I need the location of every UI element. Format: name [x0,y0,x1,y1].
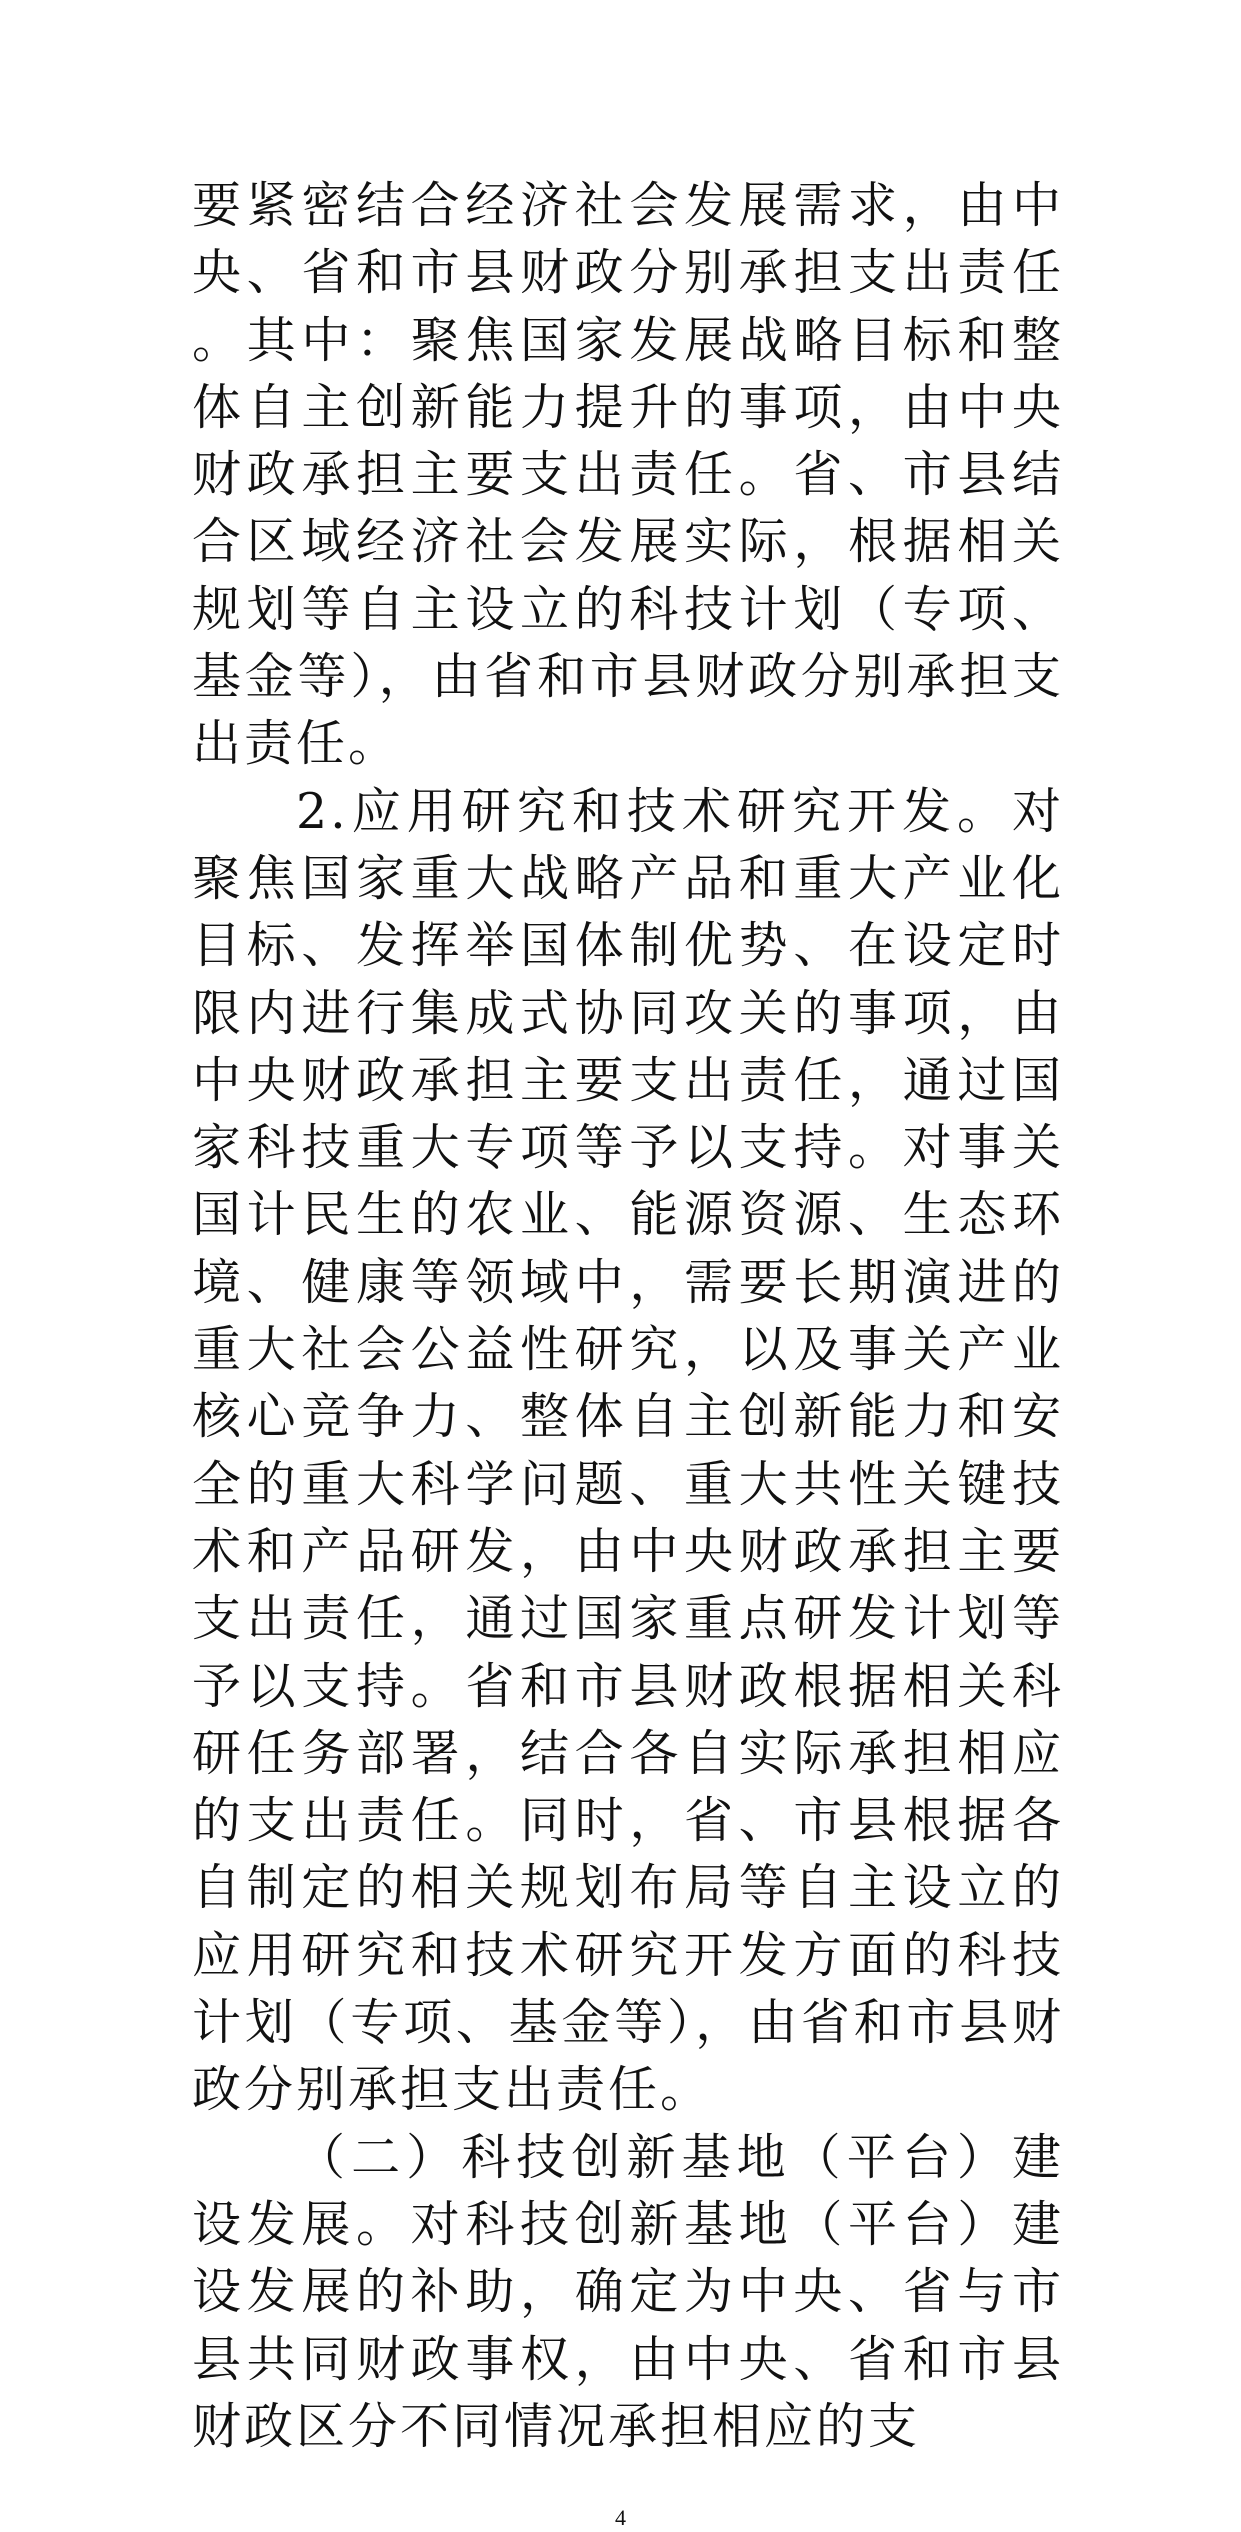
body-text [192,172,1064,2460]
paragraph-applied-research: 2.应用研究和技术研究开发。对聚焦国家重大战略产品和重大产业化目标、发挥举国体制优势、在设定时限内进行集成式协同攻关的事项，由中央财政承担主要支出责任，通过国家科技重大专项等予以支持。对事关国计民生的农业、能源资源、生态环境、健康等领域中，需要长期演进的重大社会公益性研究，以及事关产业核心竞争力、整体自主创新能力和安全的重大科学问题、重大共性关键技术和产品研发，由中央财政承担主要支出责任，通过国家重点研发计划等予以支持。省和市县财政根据相关科研任务部署，结合各自实际承担相应的支出责任。同时，省、市县根据各自制定的相关规划布局等自主设立的应用研究和技术研究开发方面的科技计划（专项、基金等），由省和市县财政分别承担支出责任。 [192,782,1064,2119]
paragraph-innovation-base: （二）科技创新基地（平台）建设发展。对科技创新基地（平台）建设发展的补助，确定为中央、省与市县共同财政事权，由中央、省和市县财政区分不同情况承担相应的支 [192,2128,1064,2455]
page-number: 4 [615,2505,626,2531]
paragraph-continuation: 要紧密结合经济社会发展需求，由中央、省和市县财政分别承担支出责任。其中：聚焦国家发展战略目标和整体自主创新能力提升的事项，由中央财政承担主要支出责任。省、市县结合区域经济社会发展实际，根据相关规划等自主设立的科技计划（专项、基金等），由省和市县财政分别承担支出责任。 [192,177,1064,773]
